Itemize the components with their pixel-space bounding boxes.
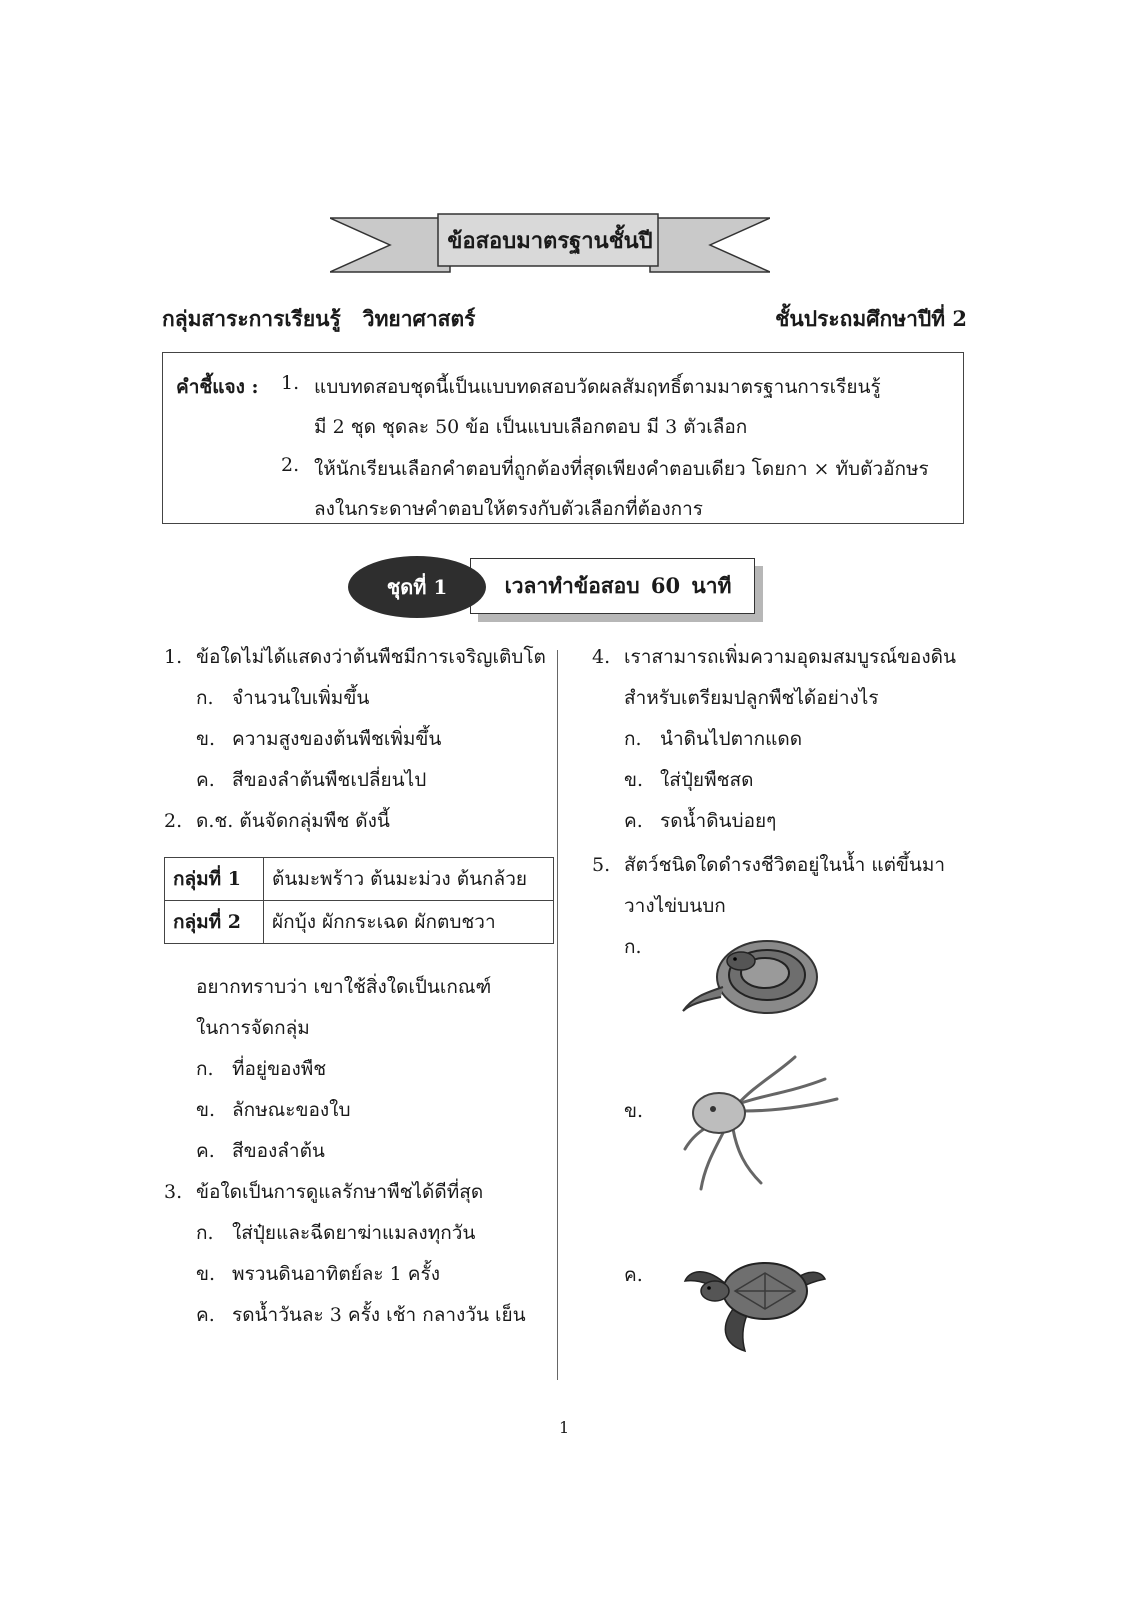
question-text: สัตว์ชนิดใดดำรงชีวิตอยู่ในน้ำ แต่ขึ้นมา bbox=[624, 854, 946, 876]
question-5 bbox=[592, 850, 945, 880]
option-text: สีของลำต้น bbox=[232, 1140, 325, 1162]
option-letter: ข. bbox=[624, 769, 644, 791]
option-letter[interactable]: ก. bbox=[624, 936, 642, 958]
question-4 bbox=[592, 642, 956, 672]
option[interactable] bbox=[624, 765, 753, 795]
group-items: ผักบุ้ง ผักกระเฉด ผักตบชวา bbox=[264, 901, 554, 944]
column-divider bbox=[557, 650, 558, 1380]
subject-label: กลุ่มสาระการเรียนรู้ bbox=[162, 306, 341, 331]
option[interactable] bbox=[624, 724, 802, 754]
question-text: ในการจัดกลุ่ม bbox=[196, 1017, 310, 1039]
option-text: รดน้ำวันละ 3 ครั้ง เช้า กลางวัน เย็น bbox=[232, 1304, 526, 1326]
group-items: ต้นมะพร้าว ต้นมะม่วง ต้นกล้วย bbox=[264, 858, 554, 901]
table-row bbox=[165, 901, 554, 944]
instruction-text: แบบทดสอบชุดนี้เป็นแบบทดสอบวัดผลสัมฤทธิ์ตามมาตรฐานการเรียนรู้ bbox=[314, 376, 881, 398]
option[interactable] bbox=[196, 1095, 351, 1125]
question-number: 5. bbox=[592, 854, 611, 876]
instructions-label: คำชี้แจง : bbox=[176, 376, 259, 398]
question-number: 2. bbox=[164, 810, 183, 832]
question-text: สำหรับเตรียมปลูกพืชได้อย่างไร bbox=[624, 687, 879, 709]
option-letter[interactable]: ข. bbox=[624, 1100, 644, 1122]
option-letter: ค. bbox=[196, 1140, 215, 1162]
subject-name: วิทยาศาสตร์ bbox=[362, 306, 476, 331]
option-letter: ค. bbox=[624, 810, 643, 832]
option-text: นำดินไปตากแดด bbox=[660, 728, 803, 750]
option[interactable] bbox=[196, 683, 369, 713]
page-number: 1 bbox=[559, 1418, 570, 1437]
sea-turtle-icon[interactable] bbox=[675, 1245, 835, 1355]
set-label: ชุดที่ 1 bbox=[348, 556, 486, 618]
option[interactable] bbox=[196, 1218, 475, 1248]
instruction-number: 1. bbox=[281, 372, 300, 394]
option-text: จำนวนใบเพิ่มขึ้น bbox=[232, 687, 370, 709]
exam-time: เวลาทำข้อสอบ 60 นาที bbox=[504, 572, 732, 598]
table-row bbox=[165, 858, 554, 901]
option-text: พรวนดินอาทิตย์ละ 1 ครั้ง bbox=[232, 1263, 440, 1285]
option-letter: ข. bbox=[196, 1263, 216, 1285]
grade-level: ชั้นประถมศึกษาปีที่ 2 bbox=[775, 306, 967, 331]
option[interactable] bbox=[196, 1136, 325, 1166]
option-letter: ก. bbox=[196, 1222, 214, 1244]
instruction-text: มี 2 ชุด ชุดละ 50 ข้อ เป็นแบบเลือกตอบ มี 3 ตัวเลือก bbox=[314, 416, 748, 438]
octopus-icon[interactable] bbox=[675, 1055, 845, 1195]
question-text: เราสามารถเพิ่มความอุดมสมบูรณ์ของดิน bbox=[624, 646, 956, 668]
question-number: 4. bbox=[592, 646, 611, 668]
question-number: 1. bbox=[164, 646, 183, 668]
option-text: ใส่ปุ๋ยพืชสด bbox=[660, 769, 754, 791]
option[interactable] bbox=[624, 806, 776, 836]
option-letter: ก. bbox=[196, 1058, 214, 1080]
option[interactable] bbox=[196, 724, 441, 754]
option-text: ความสูงของต้นพืชเพิ่มขึ้น bbox=[232, 728, 442, 750]
instruction-number: 2. bbox=[281, 454, 300, 476]
option[interactable] bbox=[196, 765, 426, 795]
question-text: ข้อใดเป็นการดูแลรักษาพืชได้ดีที่สุด bbox=[196, 1181, 484, 1203]
option-text: ลักษณะของใบ bbox=[232, 1099, 351, 1121]
plant-group-table bbox=[164, 857, 554, 944]
option-letter: ก. bbox=[624, 728, 642, 750]
option-text: สีของลำต้นพืชเปลี่ยนไป bbox=[232, 769, 427, 791]
question-number: 3. bbox=[164, 1181, 183, 1203]
question-1 bbox=[164, 642, 546, 672]
question-text: วางไข่บนบก bbox=[624, 895, 726, 917]
group-label: กลุ่มที่ 1 bbox=[165, 858, 264, 901]
subject-line bbox=[162, 303, 497, 336]
option-letter: ค. bbox=[196, 769, 215, 791]
instruction-text: ลงในกระดาษคำตอบให้ตรงกับตัวเลือกที่ต้องการ bbox=[314, 498, 703, 520]
option-letter: ค. bbox=[196, 1304, 215, 1326]
question-text: ด.ช. ต้นจัดกลุ่มพืช ดังนี้ bbox=[196, 810, 390, 832]
option-letter: ก. bbox=[196, 687, 214, 709]
question-text: ข้อใดไม่ได้แสดงว่าต้นพืชมีการเจริญเติบโต bbox=[196, 646, 546, 668]
option-text: ใส่ปุ๋ยและฉีดยาฆ่าแมลงทุกวัน bbox=[232, 1222, 476, 1244]
question-text: อยากทราบว่า เขาใช้สิ่งใดเป็นเกณฑ์ bbox=[196, 976, 492, 998]
option[interactable] bbox=[196, 1259, 440, 1289]
option[interactable] bbox=[196, 1300, 526, 1330]
option-letter[interactable]: ค. bbox=[624, 1264, 643, 1286]
snake-icon[interactable] bbox=[675, 925, 825, 1025]
instruction-text: ให้นักเรียนเลือกคำตอบที่ถูกต้องที่สุดเพียงคำตอบเดียว โดยกา × ทับตัวอักษร bbox=[314, 458, 929, 480]
question-3 bbox=[164, 1177, 483, 1207]
option-letter: ข. bbox=[196, 728, 216, 750]
group-label: กลุ่มที่ 2 bbox=[165, 901, 264, 944]
option-text: รดน้ำดินบ่อยๆ bbox=[660, 810, 777, 832]
option-letter: ข. bbox=[196, 1099, 216, 1121]
question-2 bbox=[164, 806, 390, 836]
option-text: ที่อยู่ของพืช bbox=[232, 1058, 327, 1080]
page-title: ข้อสอบมาตรฐานชั้นปี bbox=[447, 227, 653, 254]
option[interactable] bbox=[196, 1054, 326, 1084]
